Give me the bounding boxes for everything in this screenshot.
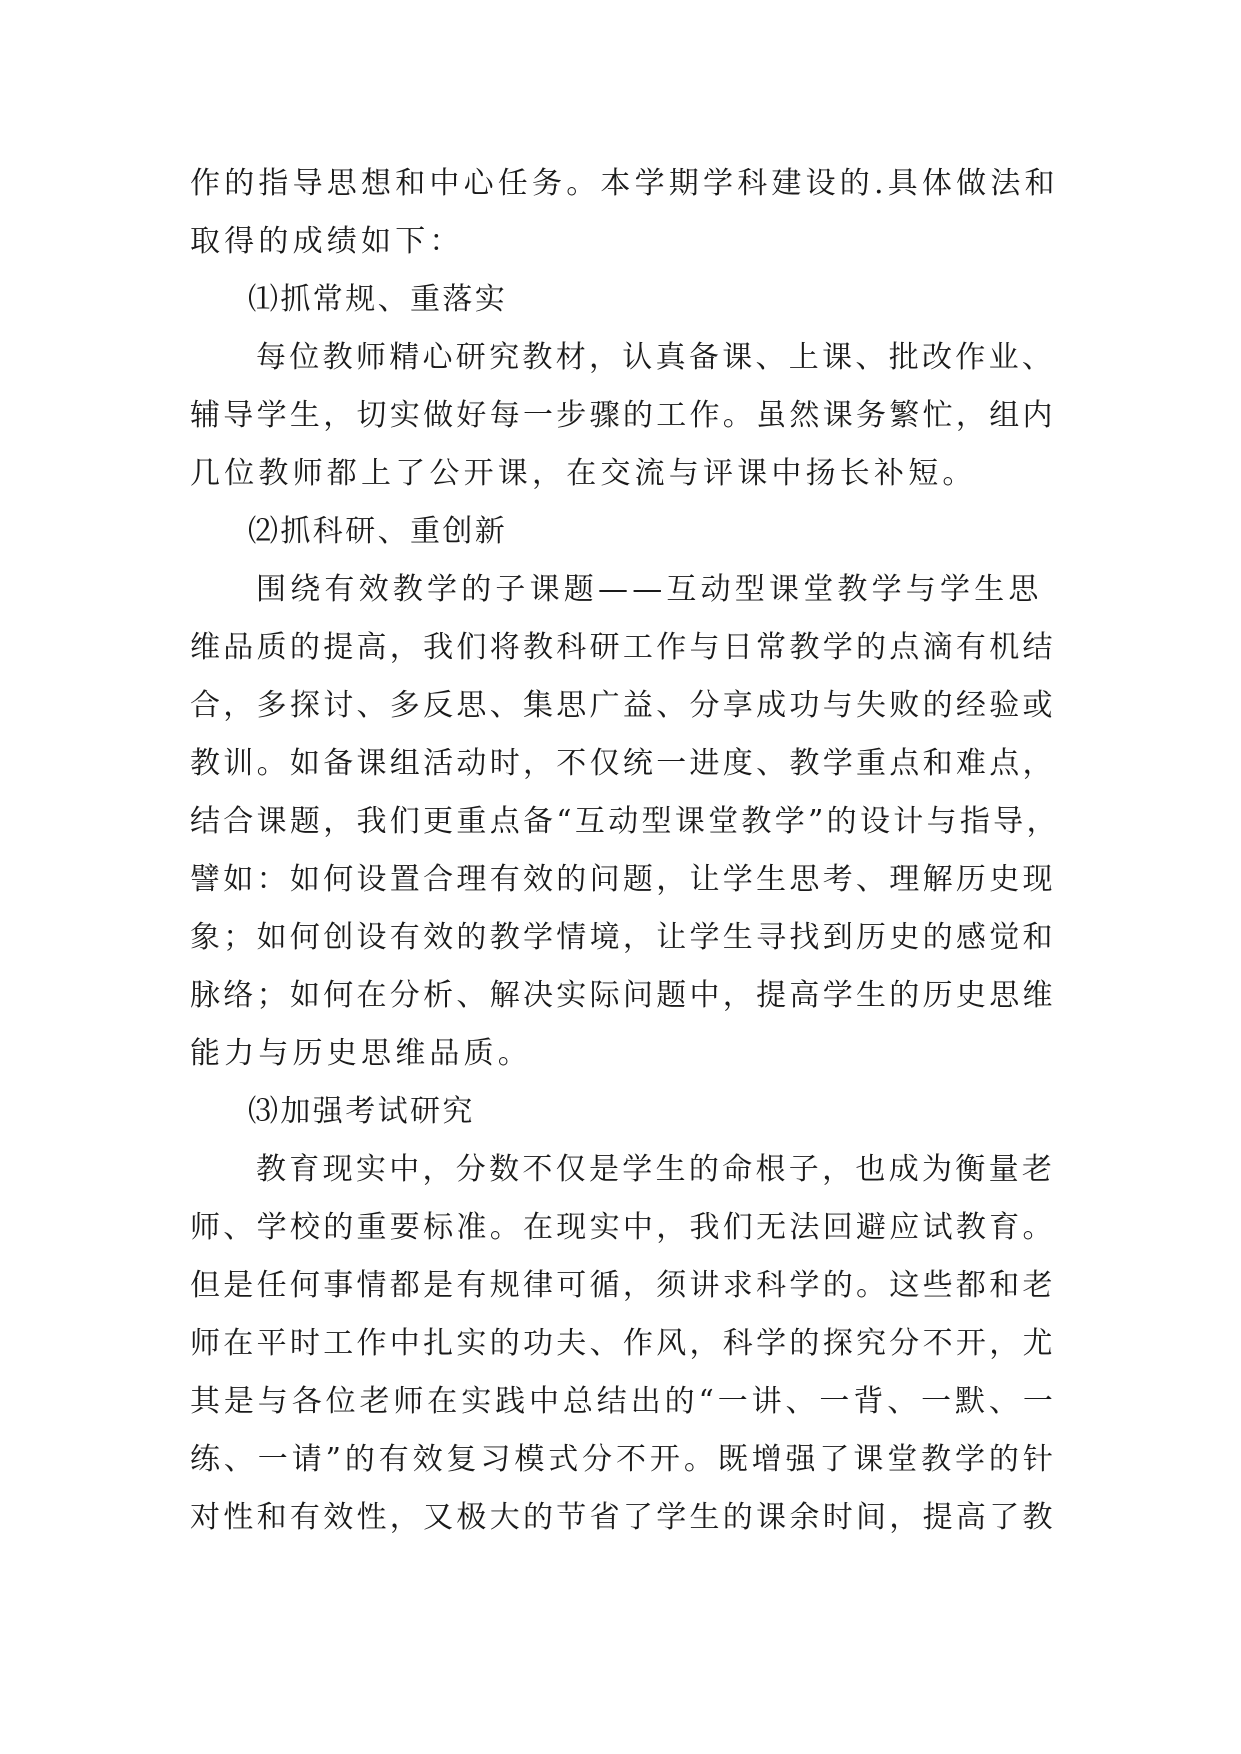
paragraph-first-line: 每位教师精心研究教材，认真备课、上课、批改作业、 <box>256 340 1056 375</box>
text-line: 教训。如备课组活动时，不仅统一进度、教学重点和难点， <box>190 746 1056 781</box>
text-line: 合，多探讨、多反思、集思广益、分享成功与失败的经验或 <box>190 688 1056 723</box>
section-heading: ⑴抓常规、重落实 <box>248 282 508 317</box>
paragraph-first-line: 教育现实中，分数不仅是学生的命根子，也成为衡量老 <box>256 1152 1056 1187</box>
text-line: 但是任何事情都是有规律可循，须讲求科学的。这些都和老 <box>190 1268 1056 1303</box>
text-line: 其是与各位老师在实践中总结出的“一讲、一背、一默、一 <box>190 1384 1057 1419</box>
text-line: 象；如何创设有效的教学情境，让学生寻找到历史的感觉和 <box>190 920 1056 955</box>
text-line: 几位教师都上了公开课，在交流与评课中扬长补短。 <box>190 456 977 491</box>
text-line: 维品质的提高，我们将教科研工作与日常教学的点滴有机结 <box>190 630 1056 665</box>
text-line: 对性和有效性，又极大的节省了学生的课余时间，提高了教 <box>190 1500 1056 1535</box>
paragraph-first-line: 围绕有效教学的子课题——互动型课堂教学与学生思 <box>256 572 1043 607</box>
text-line: 练、一请”的有效复习模式分不开。既增强了课堂教学的针 <box>190 1442 1057 1477</box>
text-line: 作的指导思想和中心任务。本学期学科建设的.具体做法和 <box>190 166 1059 201</box>
text-line: 取得的成绩如下： <box>190 224 464 259</box>
text-line: 师在平时工作中扎实的功夫、作风，科学的探究分不开，尤 <box>190 1326 1056 1361</box>
section-heading: ⑵抓科研、重创新 <box>248 514 508 549</box>
text-line: 脉络；如何在分析、解决实际问题中，提高学生的历史思维 <box>190 978 1056 1013</box>
text-line: 能力与历史思维品质。 <box>190 1036 532 1071</box>
text-line: 辅导学生，切实做好每一步骤的工作。虽然课务繁忙，组内 <box>190 398 1056 433</box>
text-line: 师、学校的重要标准。在现实中，我们无法回避应试教育。 <box>190 1210 1056 1245</box>
text-line: 结合课题，我们更重点备“互动型课堂教学”的设计与指导， <box>190 804 1060 839</box>
text-line: 譬如：如何设置合理有效的问题，让学生思考、理解历史现 <box>190 862 1056 897</box>
section-heading: ⑶加强考试研究 <box>248 1094 475 1129</box>
document-body <box>190 155 1060 1547</box>
